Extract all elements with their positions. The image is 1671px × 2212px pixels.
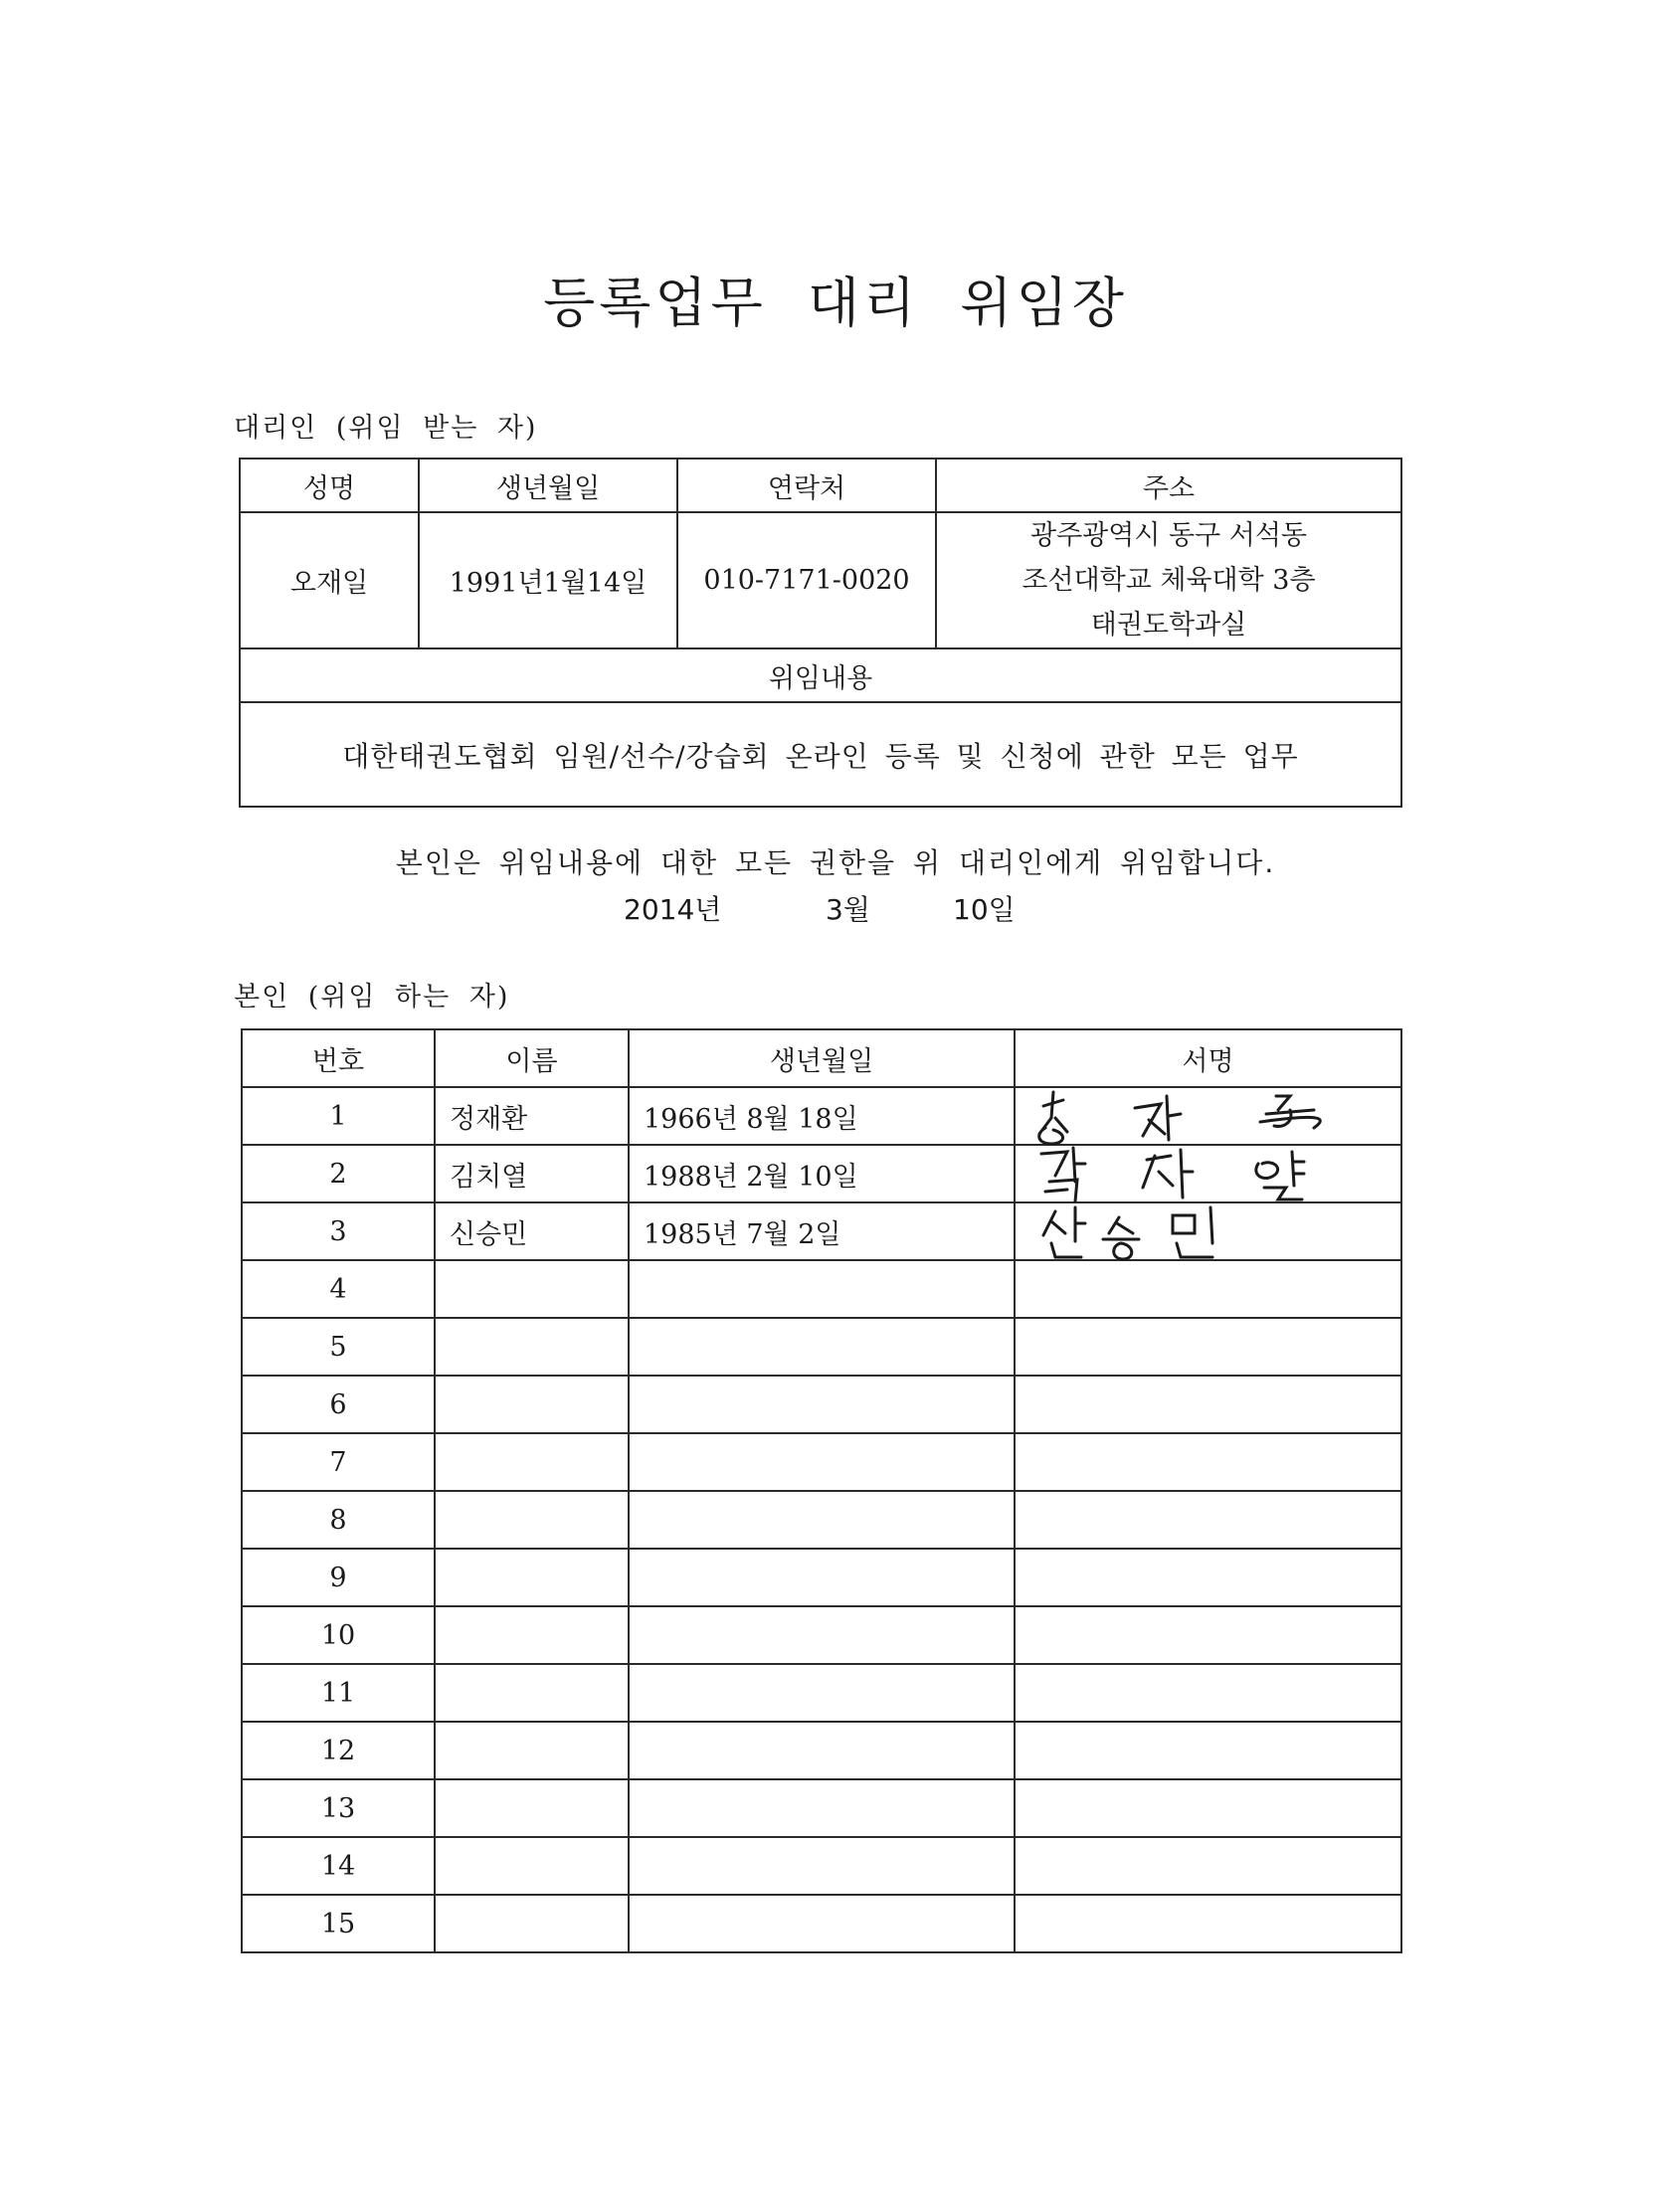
table-row [242, 1664, 1401, 1722]
row-signature [1015, 1087, 1401, 1145]
row-name [435, 1779, 629, 1837]
agent-data-row [240, 512, 1401, 648]
row-name: 정재환 [435, 1087, 629, 1145]
row-number: 5 [242, 1318, 435, 1376]
agent-name: 오재일 [240, 512, 419, 648]
row-number: 13 [242, 1779, 435, 1837]
date-month: 3월 [826, 893, 870, 926]
handwritten-signature [1016, 1203, 1402, 1263]
agent-header-row [240, 459, 1401, 512]
row-signature [1015, 1549, 1401, 1606]
header-number: 번호 [242, 1029, 435, 1087]
row-signature [1015, 1664, 1401, 1722]
row-birth [629, 1491, 1015, 1549]
delegation-statement: 본인은 위임내용에 대한 모든 권한을 위 대리인에게 위임합니다. [395, 846, 1276, 879]
row-birth: 1988년 2월 10일 [629, 1145, 1015, 1202]
row-number: 15 [242, 1895, 435, 1952]
table-row [242, 1433, 1401, 1491]
row-name [435, 1376, 629, 1433]
header-birth: 생년월일 [629, 1029, 1015, 1087]
row-birth [629, 1722, 1015, 1779]
row-signature [1015, 1202, 1401, 1260]
table-row [242, 1202, 1401, 1260]
row-name [435, 1433, 629, 1491]
table-row [242, 1779, 1401, 1837]
row-name [435, 1318, 629, 1376]
row-name [435, 1606, 629, 1664]
row-name [435, 1837, 629, 1895]
agent-phone: 010-7171-0020 [677, 512, 936, 648]
header-signature: 서명 [1015, 1029, 1401, 1087]
row-number: 8 [242, 1491, 435, 1549]
row-signature [1015, 1145, 1401, 1202]
agent-section-label: 대리인 (위임 받는 자) [234, 413, 538, 444]
row-number: 2 [242, 1145, 435, 1202]
row-name: 김치열 [435, 1145, 629, 1202]
address-line: 광주광역시 동구 서석동 [1030, 520, 1307, 551]
row-birth: 1966년 8월 18일 [629, 1087, 1015, 1145]
table-row [242, 1606, 1401, 1664]
row-number: 6 [242, 1376, 435, 1433]
address-line: 조선대학교 체육대학 3층 [1021, 565, 1316, 596]
row-number: 7 [242, 1433, 435, 1491]
row-number: 14 [242, 1837, 435, 1895]
row-number: 11 [242, 1664, 435, 1722]
row-number: 9 [242, 1549, 435, 1606]
principal-header-row [242, 1029, 1401, 1087]
date-year: 2014년 [624, 893, 722, 926]
row-birth [629, 1664, 1015, 1722]
table-row [242, 1491, 1401, 1549]
document-title: 등록업무 대리 위임장 [543, 272, 1128, 334]
row-signature [1015, 1722, 1401, 1779]
date-day: 10일 [953, 893, 1016, 926]
header-name: 이름 [435, 1029, 629, 1087]
handwritten-signature [1016, 1146, 1402, 1205]
table-row [242, 1895, 1401, 1952]
row-number: 12 [242, 1722, 435, 1779]
row-signature [1015, 1260, 1401, 1318]
row-signature [1015, 1491, 1401, 1549]
table-row [242, 1837, 1401, 1895]
table-row [242, 1549, 1401, 1606]
header-address: 주소 [936, 459, 1401, 512]
row-birth [629, 1895, 1015, 1952]
handwritten-signature [1016, 1088, 1402, 1148]
row-name [435, 1549, 629, 1606]
row-name [435, 1895, 629, 1952]
row-name [435, 1722, 629, 1779]
row-birth [629, 1837, 1015, 1895]
row-name [435, 1491, 629, 1549]
row-signature [1015, 1779, 1401, 1837]
table-row [242, 1145, 1401, 1202]
row-signature [1015, 1318, 1401, 1376]
agent-address [936, 512, 1401, 648]
row-signature [1015, 1837, 1401, 1895]
row-birth [629, 1433, 1015, 1491]
row-signature [1015, 1895, 1401, 1952]
agent-birth: 1991년1월14일 [419, 512, 677, 648]
header-birth: 생년월일 [419, 459, 677, 512]
principal-table [241, 1028, 1402, 1953]
principal-section-label: 본인 (위임 하는 자) [234, 982, 510, 1013]
table-row [242, 1722, 1401, 1779]
table-row [242, 1260, 1401, 1318]
header-phone: 연락처 [677, 459, 936, 512]
row-number: 10 [242, 1606, 435, 1664]
row-number: 4 [242, 1260, 435, 1318]
table-row [242, 1318, 1401, 1376]
row-birth [629, 1260, 1015, 1318]
content-row [240, 702, 1401, 807]
row-signature [1015, 1606, 1401, 1664]
row-name [435, 1260, 629, 1318]
row-birth [629, 1606, 1015, 1664]
agent-table [239, 458, 1402, 808]
content-header: 위임내용 [240, 648, 1401, 702]
content-header-row [240, 648, 1401, 702]
delegation-content: 대한태권도협회 임원/선수/강습회 온라인 등록 및 신청에 관한 모든 업무 [240, 702, 1401, 807]
row-birth [629, 1549, 1015, 1606]
row-signature [1015, 1376, 1401, 1433]
row-name [435, 1664, 629, 1722]
address-line: 태권도학과실 [1090, 610, 1247, 641]
row-name: 신승민 [435, 1202, 629, 1260]
row-signature [1015, 1433, 1401, 1491]
table-row [242, 1087, 1401, 1145]
row-birth [629, 1779, 1015, 1837]
row-birth [629, 1376, 1015, 1433]
header-name: 성명 [240, 459, 419, 512]
row-number: 1 [242, 1087, 435, 1145]
row-number: 3 [242, 1202, 435, 1260]
row-birth: 1985년 7월 2일 [629, 1202, 1015, 1260]
table-row [242, 1376, 1401, 1433]
row-birth [629, 1318, 1015, 1376]
